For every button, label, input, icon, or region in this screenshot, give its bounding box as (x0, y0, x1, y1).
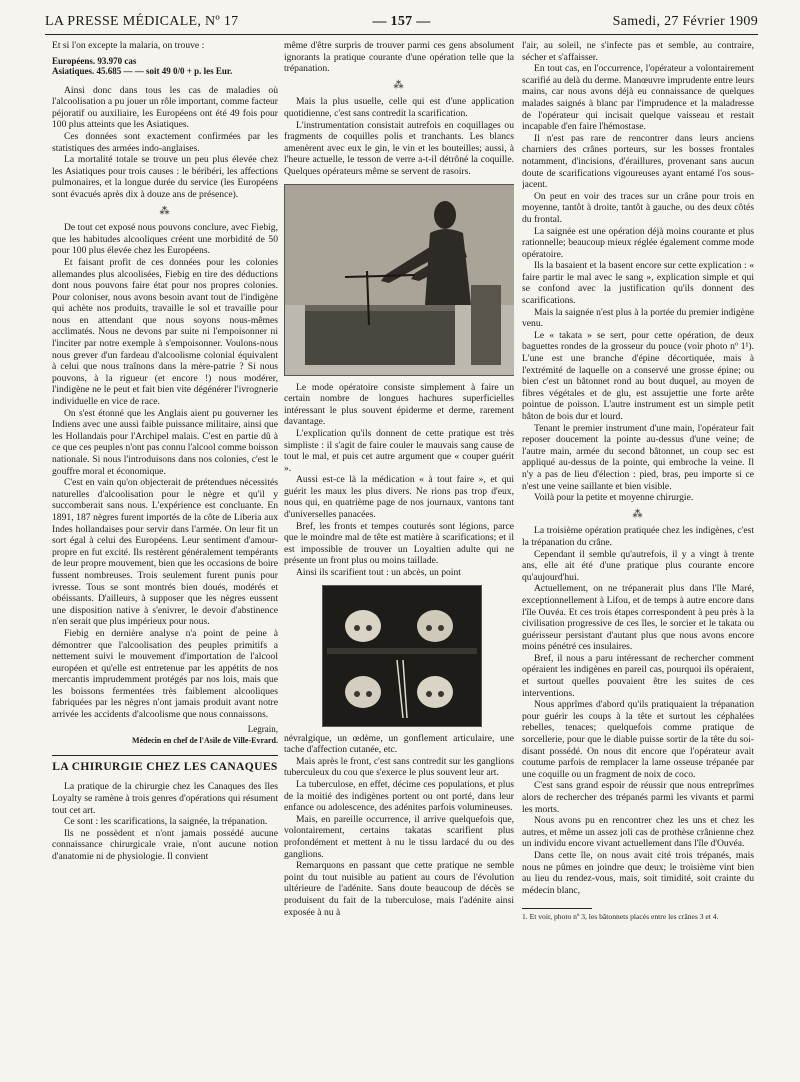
paragraph: Le mode opératoire consiste simplement à faire un certain nombre de longues hachures superficielles intéressant le plus souvent épiderme et derme, rarement davantage. (284, 381, 514, 428)
photo-skulls-illustration (323, 586, 481, 726)
photo-operator (284, 184, 514, 376)
column-1 (52, 40, 278, 1074)
paragraph: La saignée est une opération déjà moins courante et plus rationnelle; beaucoup mieux réglée également comme mode opératoire. (522, 225, 754, 260)
paragraph: Ces données sont exactement confirmées par les statistiques des armées indo-anglaises. (52, 130, 278, 154)
paragraph: Nous apprîmes d'abord qu'ils pratiquaient la trépanation pour guérir les coups à la tête et surtout les céphalées rebelles, tenaces; quelquefois comme pratique de sorcellerie, pour que le diable puisse sortir de la tête du soi-disant possédé. On nous dit encore que l'opérateur avait coutume parfois de remplacer la lame osseuse trépanée par une coquille ou un fragment de noix de coco. (522, 699, 754, 780)
statistics-table (52, 56, 278, 77)
paragraph: La pratique de la chirurgie chez les Canaques des îles Loyalty se ramène à trois genres d'opérations qui résument tout cet art. (52, 781, 278, 816)
paragraph: Mais la plus usuelle, celle qui est d'une application quotidienne, c'est sans contredit la scarification. (284, 96, 514, 119)
paragraph: On s'est étonné que les Anglais aient pu gouverner les Indiens avec une aussi faible puissance militaire, ainsi que les Hollandais pour l'Archipel malais. C'est en partie dû à ce que ces peuples n'ont pas connu l'alcool comme boisson nationale. Si nous l'introduisons dans nos colonies, c'est le gouffre moral et économique. (52, 407, 278, 477)
section-asterism: ⁂ (632, 508, 644, 520)
paragraph: névralgique, un œdème, un gonflement articulaire, une tache d'affection cutanée, etc. (284, 732, 514, 756)
paragraph: La troisième opération pratiquée chez les indigènes, c'est la trépanation du crâne. (522, 525, 754, 548)
paragraph: C'est en vain qu'on objecterait de prétendues nécessités naturelles d'alcoolisation pour le nègre et qu'il y succomberait sans nous. L'expérience est concluante. En 1891, 187 nègres furent importés de la côte de Liberia aux Indes hollandaises pour servir dans l'armée. On leur fit un sort égal à celui des Européens. Leur sentiment d'amour-propre en fut excité. Ils restèrent généralement tempérants de leur propre mouvement, bien que les occasions de boire fussent nombreuses. Trois seulement furent punis pour ivresse. Tous se sont montrés bien doués, modérés et obéissants. D'ailleurs, à supposer que les nègres eussent une disposition native à s'enivrer, le devoir d'abstinence n'en serait que plus impérieux pour nous. (52, 477, 278, 628)
paragraph: Aussi est-ce là la médication « à tout faire », et qui guérit les maux les plus divers. Ne rions pas trop d'eux, nous qui, en quatrième page de nos journaux, vantons tant d'universelles panacées. (284, 474, 514, 521)
footnote: 1. Et voir, photo nº 3, les bâtonnets placés entre les crânes 3 et 4. (522, 912, 719, 922)
paragraph: Mais après le front, c'est sans contredit sur les ganglions tuberculeux du cou que s'exerce le plus souvent leur art. (284, 755, 514, 779)
paragraph: Il n'est pas rare de rencontrer dans leurs anciens charniers des crânes porteurs, sur les bosses frontales notamment, d'incisions, d'éraillures, provenant sans aucun doute de scarifications vigoureuses ayant entamé l'os sous-jacent. (522, 132, 754, 191)
author-signature: Legrain, (247, 723, 278, 734)
paragraph: Actuellement, on ne trépanerait plus dans l'île Maré, exceptionnellement à Lifou, et de temps à autre encore dans l'île Ouvéa. Et ces trois étapes correspondent à peu près à la civilisation progressive de ces îles, le sorcier et le takata ou guérisseur persistant d'autant plus que nous avons encore moins pénétré ces insulaires. (522, 583, 754, 653)
footnote-rule (522, 908, 592, 909)
paragraph: De tout cet exposé nous pouvons conclure, avec Fiebig, que les habitudes alcooliques créent une morbidité de 50 pour 100 plus élevée chez les Européens. (52, 222, 278, 257)
section-asterism: ⁂ (393, 79, 405, 91)
paragraph: La mortalité totale se trouve un peu plus élevée chez les Asiatiques pour trois causes : le béribéri, les affections pulmonaires, et la longue durée du service (les Européens sont évacués après dix à douze ans de présence). (52, 154, 278, 200)
paragraph: En tout cas, en l'occurrence, l'opérateur a volontairement scarifié au delà du derme. Manœuvre imprudente entre leurs mains, car nous avons déjà eu connaissance de quelques malades saignés à blanc par l'imprudence et la maladresse de l'opérateur qui incisait quelque vaisseau et restait incapable d'en faire l'hémostase. (522, 63, 754, 133)
column-2 (284, 40, 514, 1074)
paragraph: Et si l'on excepte la malaria, on trouve : (52, 40, 205, 51)
paragraph: Mais, en pareille occurrence, il arrive quelquefois que, volontairement, certains takatas scarifient plus profondément et mettent à nu le tissu lardacé du ou des ganglions. (284, 813, 514, 860)
section-rule (52, 755, 278, 756)
paragraph: l'air, au soleil, ne s'infecte pas et semble, au contraire, sécher et s'affaisser. (522, 40, 754, 63)
paragraph: L'instrumentation consistait autrefois en coquillages ou fragments de coquilles polis et tranchants. Les blancs amenèrent avec eux le gin, le vin et les bouteilles; aussi, à l'heure actuelle, le tesson de verre a-t-il détrôné la coquille. Quelques opérateurs même se servent de rasoirs. (284, 119, 514, 177)
paragraph: L'explication qu'ils donnent de cette pratique est très simpliste : il s'agit de faire couler le mauvais sang cause de tout le mal, et puis cet autre argument que « couper guérit ». (284, 427, 514, 474)
paragraph: Ainsi ils scarifient tout : un abcès, un point (296, 567, 461, 579)
paragraph: Et faisant profit de ces données pour les colonies allemandes plus alcoolisées, Fiebig en tire des déductions dont nous pouvons faire état pour nos propres colonies. Pour coloniser, nous avons besoin avant tout de l'indigène qui achète nos produits, travaille le sol et travaille pour nous en attendant que nous soyons nous-mêmes acclimatés. Nous ne devons par suite ni l'empoisonner ni l'inciter par notre exemple à s'empoisonner. Voulons-nous nous grever d'un fardeau d'alcoolisme colonial équivalent à celui que nous traînons dans la mère-patrie ? Si nous pouvons, à la rigueur (et encore !) nous modérer, l'indigène ne le peut et fait bien vite dégénérer l'ivrognerie individuelle en vice de race. (52, 256, 278, 408)
page-header (45, 14, 758, 32)
paragraph: Mais la saignée n'est plus à la portée du premier indigène venu. (522, 306, 754, 330)
paragraph: Bref, les fronts et tempes couturés sont légions, parce que le moindre mal de tête est matière à scarifications; et il est impossible de trouver un Loyaltien adulte qui ne présente un front plus ou moins taillade. (284, 520, 514, 567)
paragraph: Fiebig en dernière analyse n'a point de peine à démontrer que l'alcoolisation des peuples primitifs a nettement suivi le mouvement d'importation de l'alcool européen et qu'elle est entretenue par les appétits de nos mercantis imprudemment protégés par nos lois, mais que les boissons fermentées très faiblement alcooliques fabriquées par les nègres n'ont jamais produit avant notre arrivée les accidents d'alcoolisme que nous connaissons. (52, 627, 278, 721)
paragraph: Tenant le premier instrument d'une main, l'opérateur fait reposer doucement la pointe au-dessus d'une veine; de l'autre main, armée du second bâtonnet, un coup sec est appliqué au-dessus de la pointe, qui embroche la veine. Il n'y a pas de lieu d'élection : pied, bras, peu importe si ce n'est une veine saillante et bien visible. (522, 422, 754, 492)
paragraph: Bref, il nous a paru intéressant de rechercher comment opéraient les indigènes en pareil cas, pourquoi ils opéraient, et surtout quelles pouvaient être les suites de ces interventions. (522, 652, 754, 699)
paragraph: La tuberculose, en effet, décime ces populations, et plus de la moitié des indigènes portent ou ont porté, dans leur enfance ou adolescence, des adénites parfois volumineuses. (284, 779, 514, 814)
section-asterism: ⁂ (159, 205, 171, 217)
stat-asiatics: Asiatiques. 45.685 — — soit 49 0/0 + p. les Eur. (52, 66, 233, 77)
paragraph: Ils la basaient et la basent encore sur cette explication : « faire partir le mal avec le sang », explication simple et qui se confond avec la justification qu'ils donnent des scarifications. (522, 260, 754, 307)
paragraph: Voilà pour la petite et moyenne chirurgie. (534, 492, 694, 504)
paragraph: Ils ne possèdent et n'ont jamais possédé aucune connaissance chirurgicale vraie, n'ont aucune notion d'anatomie ni de physiologie. Il convient (52, 827, 278, 862)
photo-operator-illustration (285, 185, 514, 375)
stat-europeans: Européens. 93.970 cas (52, 55, 137, 66)
paragraph: Nous avons pu en rencontrer chez les uns et chez les autres, et même un assez joli cas de prothèse crânienne chez un individu encore vivant actuellement dans l'île d'Ouvéa. (522, 815, 754, 850)
section-title: LA CHIRURGIE CHEZ LES CANAQUES (52, 760, 278, 773)
header-rule (45, 34, 758, 35)
paragraph: Ainsi donc dans tous les cas de maladies où l'alcoolisation a pu jouer un rôle important, comme facteur péjoratif ou auxiliaire, les Européens ont été 49 fois pour 100 plus atteints que les Asiatiques. (52, 84, 278, 131)
paragraph: C'est sans grand espoir de réussir que nous entreprîmes alors de rechercher des trépanés parmi les vivants et parmi les morts. (522, 780, 754, 815)
issue-date: Samedi, 27 Février 1909 (612, 14, 758, 29)
paragraph: Dans cette île, on nous avait cité trois trépanés, mais nous ne pûmes en joindre que deux; le troisième vint bien au lieu du rendez-vous, mais, soit timidité, soit crainte du médecin blanc, (522, 849, 754, 896)
paragraph: On peut en voir des traces sur un crâne pour trois en moyenne, tantôt à droite, tantôt à gauche, ou des deux côtés du frontal. (522, 190, 754, 225)
photo-skulls (322, 585, 482, 727)
paragraph: Le « takata » se sert, pour cette opération, de deux baguettes rondes de la grosseur du pouce (voir photo nº 1¹). L'une est une branche d'épine décortiquée, mais à l'extrémité de laquelle on a conservé une grosse épine; ou bien c'est un bâtonnet rond au bout duquel, au moyen de fibres végétales et de glu, est assujettie une forte arête pointue de poisson. L'autre instrument est un simple petit bâton de bois dur et lourd. (522, 329, 754, 422)
page-number: — 157 — (372, 14, 431, 29)
paragraph: Remarquons en passant que cette pratique ne semble point du tout nuisible au patient au cours de l'évolution ultérieure de l'adénite. Sans doute beaucoup de décès se produisent du fait de la tuberculose, mais l'adénite ainsi exposée à nu à (284, 860, 514, 918)
paragraph: Ce sont : les scarifications, la saignée, la trépanation. (64, 816, 268, 828)
paragraph: Cependant il semble qu'autrefois, il y a vingt à trente ans, elle ait été d'une pratique plus courante encore qu'aujourd'hui. (522, 548, 754, 583)
journal-title: LA PRESSE MÉDICALE, Nº 17 (45, 14, 239, 29)
author-title: Médecin en chef de l'Asile de Ville-Evrard. (132, 736, 278, 746)
paragraph: même d'être surpris de trouver parmi ces gens absolument ignorants la pratique courante d'une opération telle que la trépanation. (284, 40, 514, 75)
column-3 (522, 40, 754, 1074)
